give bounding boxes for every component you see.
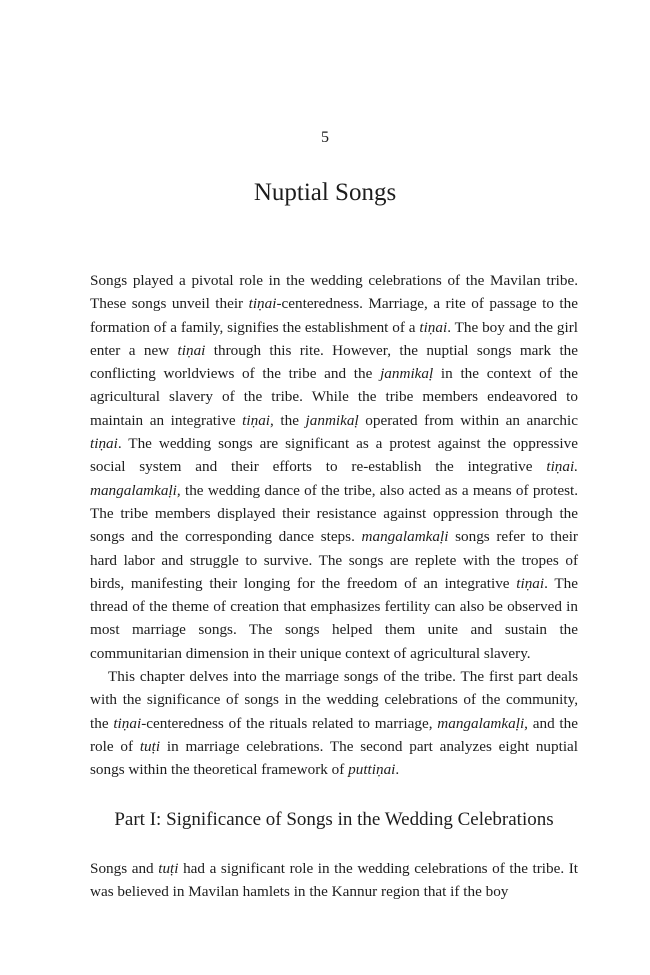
body-paragraph [90, 665, 578, 781]
body-paragraph [90, 857, 578, 904]
text-run: operated from within an anarchic [358, 411, 578, 429]
text-run: songs refer to their hard labor and struggle to survive. The songs are replete with the tropes of birds, manifesting their longing for the freedom of an integrative [90, 528, 578, 592]
text-run: -centeredness of the rituals related to marriage, [141, 714, 438, 732]
text-run: This chapter delves into the marriage songs of the tribe. The first part deals with the significance of songs in the wedding celebrations of the community, the [90, 668, 578, 732]
text-run: Songs and [90, 860, 159, 877]
section-body [90, 857, 578, 904]
text-run: -centeredness. Marriage, a rite of passage to the formation of a family, signifies the establishment of a [90, 295, 578, 336]
chapter-intro [90, 269, 578, 782]
italic-term: janmikaḷ [305, 411, 359, 429]
italic-term: tuṭi [139, 737, 161, 755]
text-run: . The thread of the theme of creation that emphasizes fertility can also be observed in most marriage songs. The songs helped them unite and sustain the communitarian dimension in their unique context of agricultural slavery. [90, 574, 578, 662]
text-run: . The boy and the girl enter a new [90, 318, 578, 359]
text-run: , the [270, 411, 306, 429]
italic-term: janmikaḷ [380, 365, 434, 383]
text-run: through this rite. However, the nuptial songs mark the conflicting worldviews of the tribe and the [90, 341, 578, 383]
section-heading: Part I: Significance of Songs in the Wedding Celebrations [114, 809, 554, 830]
text-run: had a significant role in the wedding celebrations of the tribe. It was believed in Mavilan hamlets in the Kannur region that if the boy [90, 860, 578, 901]
chapter-title: Nuptial Songs [253, 179, 397, 206]
italic-term: tiṇai [90, 435, 118, 453]
text-run: in the context of the agricultural slavery of the tribe. While the tribe members endeavored to maintain an integrative [90, 365, 578, 429]
italic-term: tiṇai [516, 574, 545, 592]
text-run: Songs played a pivotal role in the wedding celebrations of the Mavilan tribe. These songs unveil their [90, 272, 578, 313]
italic-term: tiṇai [419, 318, 448, 336]
italic-term: tiṇai. mangalamkaḷi [90, 458, 578, 499]
text-run: . [395, 761, 400, 779]
text-run: in marriage celebrations. The second part analyzes eight nuptial songs within the theoretical framework of [90, 737, 578, 779]
text-run: . The wedding songs are significant as a protest against the oppressive social system and their efforts to re-establish the integrative [90, 435, 578, 476]
italic-term: tiṇai [242, 411, 271, 429]
italic-term: tiṇai [113, 714, 142, 732]
italic-term: puttiṇai [348, 761, 396, 779]
italic-term: mangalamkaḷi [361, 528, 449, 546]
italic-term: tiṇai [248, 295, 277, 313]
body-paragraph [90, 269, 578, 665]
italic-term: tuṭi [158, 860, 179, 877]
text-run: , and the role of [90, 714, 578, 755]
italic-term: tiṇai [177, 341, 206, 359]
text-run: , the wedding dance of the tribe, also acted as a means of protest. The tribe members displayed their resistance against oppression through the songs and the corresponding dance steps. [90, 481, 578, 546]
italic-term: mangalamkaḷi [437, 714, 525, 732]
chapter-number: 5 [321, 129, 329, 146]
